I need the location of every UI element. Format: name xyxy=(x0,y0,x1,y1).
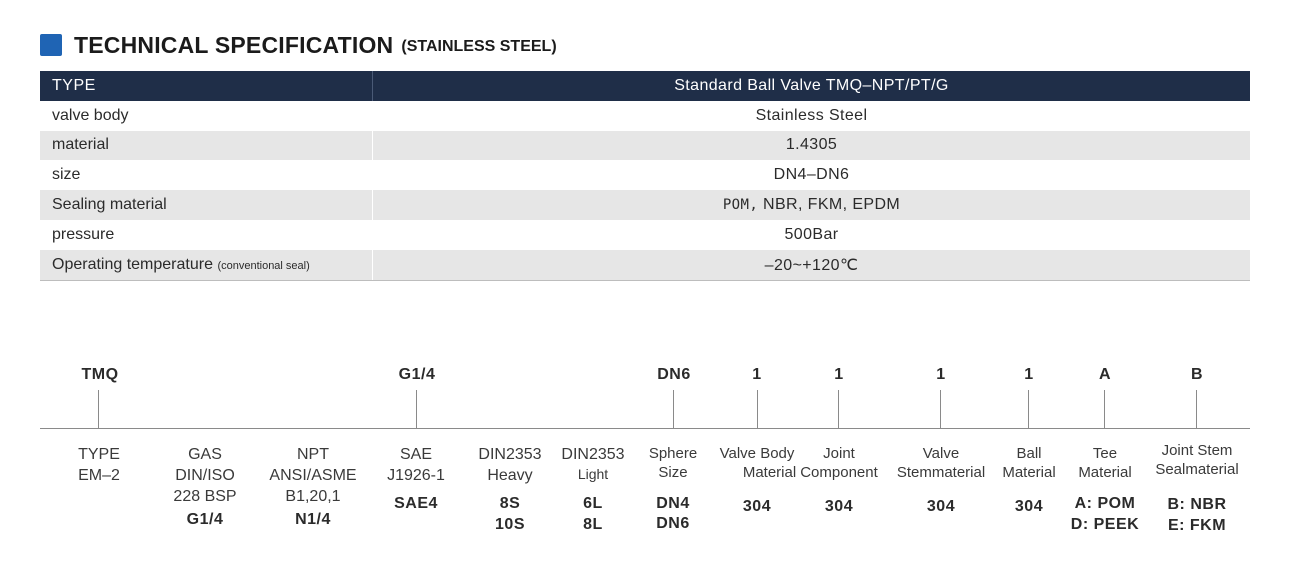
code-size: DN6 xyxy=(657,366,691,383)
column-value: 304 xyxy=(742,498,772,515)
column-line: Component xyxy=(800,464,878,481)
column-line: Stemmaterial xyxy=(896,464,986,481)
column-line: 228 BSP xyxy=(173,488,237,505)
column-value: N1/4 xyxy=(295,511,331,528)
code-tee: A xyxy=(1098,366,1112,383)
code-type: TMQ xyxy=(81,366,119,383)
spec-row-label xyxy=(40,250,373,280)
heading-square-icon xyxy=(40,34,62,56)
column-value: DN6 xyxy=(656,515,690,532)
column-din-heavy xyxy=(478,444,541,535)
spec-row xyxy=(40,101,1250,131)
column-value: 304 xyxy=(926,498,956,515)
column-valve-body xyxy=(718,444,796,517)
column-line: ANSI/ASME xyxy=(269,467,357,484)
spec-row-label: size xyxy=(40,160,373,190)
spec-row-value: Stainless Steel xyxy=(755,106,868,124)
column-value: 8L xyxy=(583,516,603,533)
spec-row xyxy=(40,220,1250,250)
code-tick xyxy=(1196,390,1197,428)
section-heading xyxy=(40,30,557,60)
spec-label-text: Operating temperature xyxy=(52,255,213,273)
column-line: TYPE xyxy=(78,446,120,463)
column-line: DIN/ISO xyxy=(175,467,235,484)
column-line: Size xyxy=(658,464,688,481)
column-line: Valve Body xyxy=(719,445,795,462)
column-value: 6L xyxy=(583,495,603,512)
column-value: G1/4 xyxy=(186,511,224,528)
spec-row xyxy=(40,250,1250,280)
code-tick xyxy=(416,390,417,428)
code-tick xyxy=(98,390,99,428)
column-value: SAE4 xyxy=(394,495,438,512)
column-ball xyxy=(1002,444,1055,517)
column-line: DIN2353 xyxy=(478,446,542,463)
spec-row-label: pressure xyxy=(40,220,373,250)
column-line: J1926-1 xyxy=(387,467,445,484)
code-joint: 1 xyxy=(834,366,844,383)
column-value: D: PEEK xyxy=(1070,516,1140,533)
column-value: A: POM xyxy=(1074,495,1136,512)
column-line: NPT xyxy=(296,446,329,463)
column-value: 304 xyxy=(824,498,854,515)
spec-row-label: valve body xyxy=(40,101,373,131)
code-tick xyxy=(1104,390,1105,428)
spec-row-value xyxy=(373,190,1251,220)
column-line: Material xyxy=(742,464,797,481)
heading-subtitle: (STAINLESS STEEL) xyxy=(401,38,557,55)
column-tee xyxy=(1071,444,1139,535)
code-valve-stem: 1 xyxy=(936,366,946,383)
code-ball: 1 xyxy=(1024,366,1034,383)
column-joint xyxy=(800,444,878,517)
column-line: B1,20,1 xyxy=(285,488,341,505)
column-line: EM–2 xyxy=(78,467,120,484)
column-line: GAS xyxy=(188,446,222,463)
column-line: Material xyxy=(1002,464,1056,481)
column-line: SAE xyxy=(399,446,433,463)
code-axis-line xyxy=(40,428,1250,429)
spec-header-row xyxy=(40,71,1250,101)
column-value: 10S xyxy=(495,516,525,533)
code-tick xyxy=(757,390,758,428)
column-line: Sphere xyxy=(648,445,698,462)
column-valve-stem xyxy=(897,444,985,517)
column-line: Valve xyxy=(922,445,960,462)
spec-row-value: 500Bar xyxy=(784,225,839,243)
column-gas xyxy=(173,444,236,530)
column-value: E: FKM xyxy=(1167,517,1227,534)
spec-row-value: DN4–DN6 xyxy=(773,166,850,184)
column-line: DIN2353 xyxy=(561,446,625,463)
column-line: Tee xyxy=(1092,445,1118,462)
spec-row xyxy=(40,190,1250,220)
code-tick xyxy=(940,390,941,428)
spec-row xyxy=(40,131,1250,161)
column-value: DN4 xyxy=(656,495,690,512)
column-value: B: NBR xyxy=(1167,496,1227,513)
heading-title: TECHNICAL SPECIFICATION xyxy=(74,31,394,58)
column-sae xyxy=(387,444,445,514)
code-valve-body: 1 xyxy=(752,366,762,383)
spec-row-value: –20~+120℃ xyxy=(373,250,1251,280)
code-thread: G1/4 xyxy=(398,366,436,383)
spec-row xyxy=(40,160,1250,190)
column-line: Joint Stem xyxy=(1161,442,1233,459)
code-tick xyxy=(673,390,674,428)
spec-value-rest: NBR, FKM, EPDM xyxy=(758,196,901,214)
column-line: Material xyxy=(1078,464,1132,481)
column-joint-stem xyxy=(1155,441,1238,536)
spec-row-value: 1.4305 xyxy=(373,131,1251,161)
column-din-light xyxy=(561,444,624,535)
spec-header-value: Standard Ball Valve TMQ–NPT/PT/G xyxy=(373,71,1251,101)
code-joint-stem: B xyxy=(1190,366,1204,383)
column-line: Ball xyxy=(1016,445,1042,462)
spec-row-label: Sealing material xyxy=(40,190,373,220)
column-line: Heavy xyxy=(487,467,533,484)
column-npt xyxy=(269,444,356,530)
spec-table xyxy=(40,71,1250,281)
column-sphere xyxy=(649,444,697,533)
spec-header-label: TYPE xyxy=(40,71,373,101)
spec-label-note: (conventional seal) xyxy=(217,259,310,272)
column-line: Sealmaterial xyxy=(1155,461,1239,478)
code-tick xyxy=(1028,390,1029,428)
column-value: 304 xyxy=(1014,498,1044,515)
column-line: Light xyxy=(577,466,609,482)
spec-row-label: material xyxy=(40,131,373,161)
column-value: 8S xyxy=(499,495,521,512)
column-type xyxy=(78,444,120,486)
code-tick xyxy=(838,390,839,428)
column-line: Joint xyxy=(823,445,855,462)
spec-value-mono: POM, xyxy=(722,197,759,214)
